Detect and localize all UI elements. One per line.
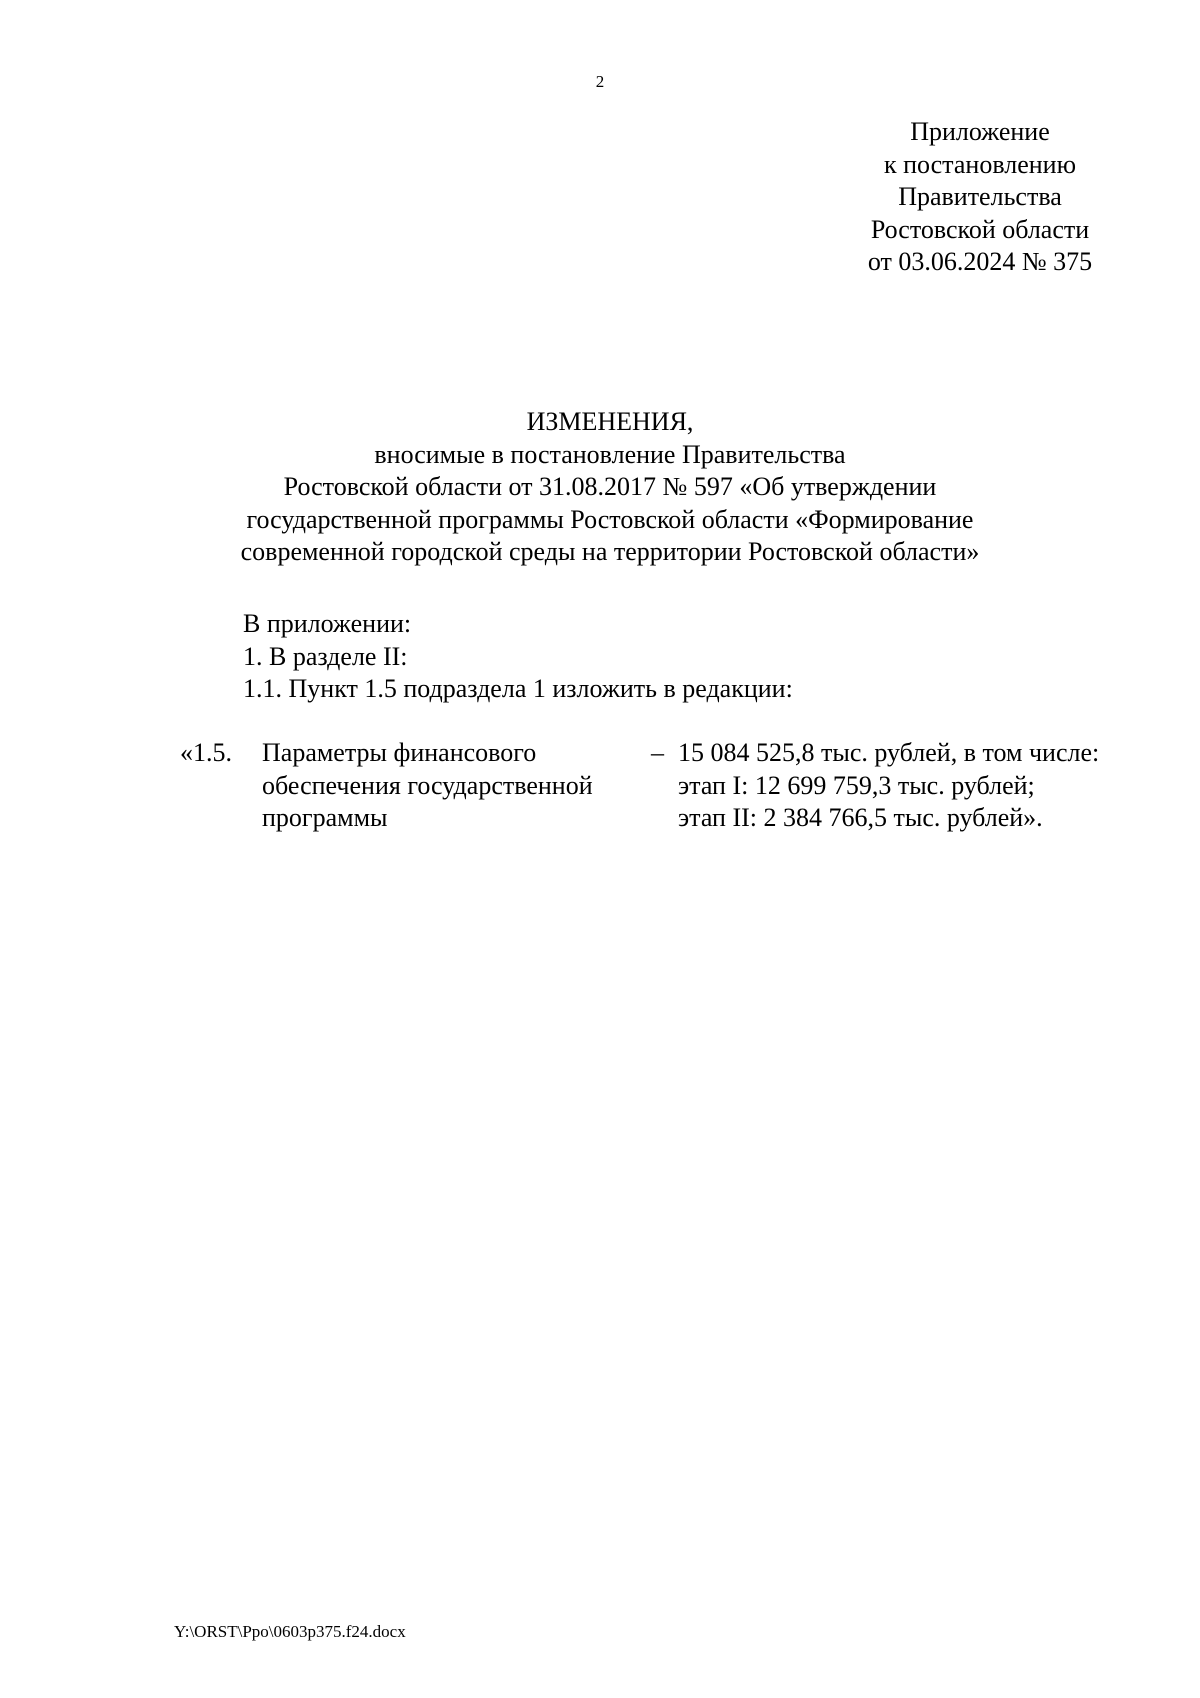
title-line: Ростовской области от 31.08.2017 № 597 «Об утверждении: [283, 472, 937, 501]
body-line: 1.1. Пункт 1.5 подраздела 1 изложить в редакции:: [243, 674, 793, 703]
body-text: [243, 608, 793, 706]
item-label-line: обеспечения государственной: [262, 770, 593, 800]
appendix-line: к постановлению: [883, 149, 1077, 179]
quoted-item-row: [180, 737, 1140, 847]
title-line: государственной программы Ростовской области «Формирование: [246, 504, 974, 534]
item-number: «1.5.: [180, 738, 232, 767]
appendix-line: Ростовской области: [870, 214, 1090, 244]
body-line: 1. В разделе II:: [243, 641, 408, 671]
title-line: вносимые в постановление Правительства: [374, 439, 846, 469]
footer-file-path: Y:\ORST\Ppo\0603p375.f24.docx: [174, 1622, 406, 1641]
appendix-line: Правительства: [898, 182, 1062, 211]
appendix-line: Приложение: [910, 117, 1050, 146]
item-label-line: программы: [262, 803, 388, 832]
body-line: В приложении:: [243, 609, 412, 638]
item-value-line: этап II: 2 384 766,5 тыс. рублей».: [678, 803, 1043, 832]
item-value-line: этап I: 12 699 759,3 тыс. рублей;: [678, 770, 1035, 800]
item-dash: –: [651, 738, 664, 767]
item-values: [678, 737, 1099, 835]
document-title: [150, 406, 1070, 569]
item-label: [262, 737, 642, 835]
appendix-reference: [840, 116, 1120, 279]
title-line: современной городской среды на территории Ростовской области»: [240, 537, 980, 566]
page-number: 2: [595, 72, 605, 91]
appendix-line: от 03.06.2024 № 375: [867, 247, 1093, 276]
item-label-line: Параметры финансового: [262, 738, 537, 767]
item-value-line: 15 084 525,8 тыс. рублей, в том числе:: [678, 738, 1100, 767]
title-heading: ИЗМЕНЕНИЯ,: [526, 407, 694, 436]
